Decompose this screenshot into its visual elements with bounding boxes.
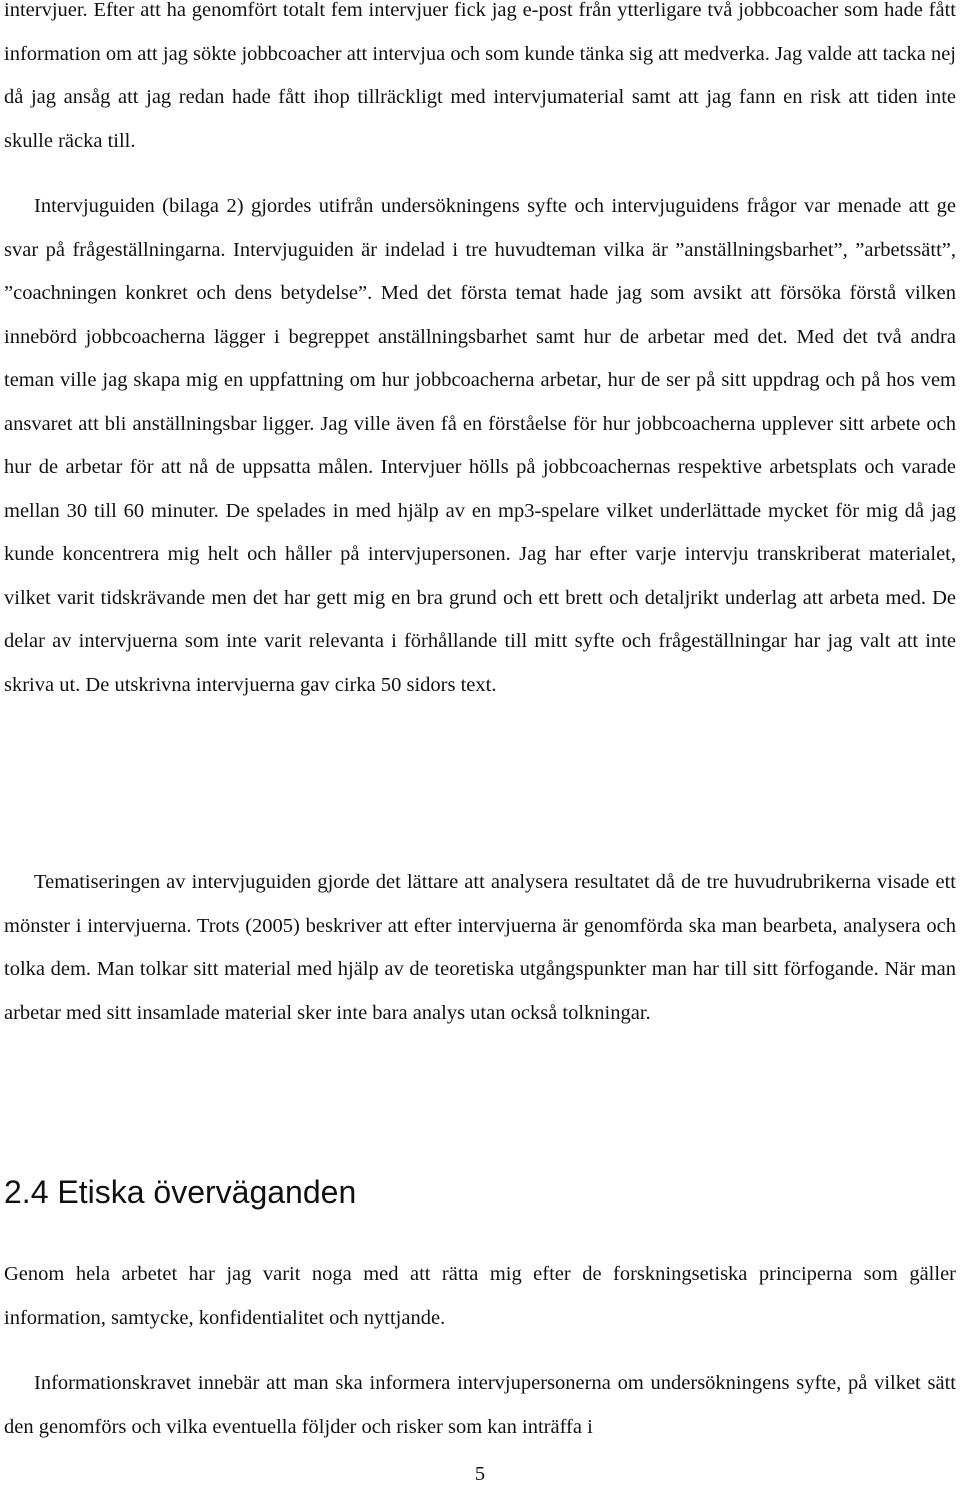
paragraph-interview-guide: Intervjuguiden (bilaga 2) gjordes utifrån undersökningens syfte och intervjuguidens frågor var menade att ge svar på frågeställningarna. Intervjuguiden är indelad i tre huvudteman vilka är ”anställningsbarhet”, ”arbetssätt”, ”coachningen konkret och dens betydelse”. Med det första temat hade jag som avsikt att försöka förstå vilken innebörd jobbcoacherna lägger i begreppet anställningsbarhet samt hur de arbetar med det. Med det två andra teman ville jag skapa mig en uppfattning om hur jobbcoacherna arbetar, hur de ser på sitt uppdrag och på hos vem ansvaret att bli anställningsbar ligger. Jag ville även få en förståelse för hur jobbcoacherna upplever sitt arbete och hur de arbetar för att nå de uppsatta målen. Intervjuer hölls på jobbcoachernas respektive arbetsplats och varade mellan 30 till 60 minuter. De spelades in med hjälp av en mp3-spelare vilket underlättade mycket för mig då jag kunde koncentrera mig helt och håller på intervjupersonen. Jag har efter varje intervju transkriberat materialet, vilket varit tidskrävande men det har gett mig en bra grund och ett brett och detaljrikt underlag att arbeta med. De delar av intervjuerna som inte varit relevanta i förhållande till mitt syfte och frågeställningar har jag valt att inte skriva ut. De utskrivna intervjuerna gav cirka 50 sidors text.	[4, 195, 956, 696]
page-number: 5	[474, 1463, 486, 1485]
section-heading: 2.4 Etiska överväganden	[4, 1174, 357, 1210]
paragraph-thematization: Tematiseringen av intervjuguiden gjorde det lättare att analysera resultatet då de tre huvudrubrikerna visade ett mönster i intervjuerna. Trots (2005) beskriver att efter intervjuerna är genomförda ska man bearbeta, analysera och tolka dem. Man tolkar sitt material med hjälp av de teoretiska utgångspunkter man har till sitt förfogande. När man arbetar med sitt insamlade material sker inte bara analys utan också tolkningar.	[4, 871, 956, 1024]
paragraph-information-requirement: Informationskravet innebär att man ska informera intervjupersonerna om undersökningens syfte, på vilket sätt den genomförs och vilka eventuella följder och risker som kan inträffa i	[4, 1372, 956, 1438]
paragraph-interview-selection: intervjuer. Efter att ha genomfört totalt fem intervjuer fick jag e-post från ytterligare två jobbcoacher som hade fått information om att jag sökte jobbcoacher att intervjua och som kunde tänka sig att medverka. Jag valde att tacka nej då jag ansåg att jag redan hade fått ihop tillräckligt med intervjumaterial samt att jag fann en risk att tiden inte skulle räcka till.	[4, 0, 956, 152]
paragraph-ethics-intro: Genom hela arbetet har jag varit noga med att rätta mig efter de forskningsetiska principerna som gäller information, samtycke, konfidentialitet och nyttjande.	[4, 1263, 956, 1329]
